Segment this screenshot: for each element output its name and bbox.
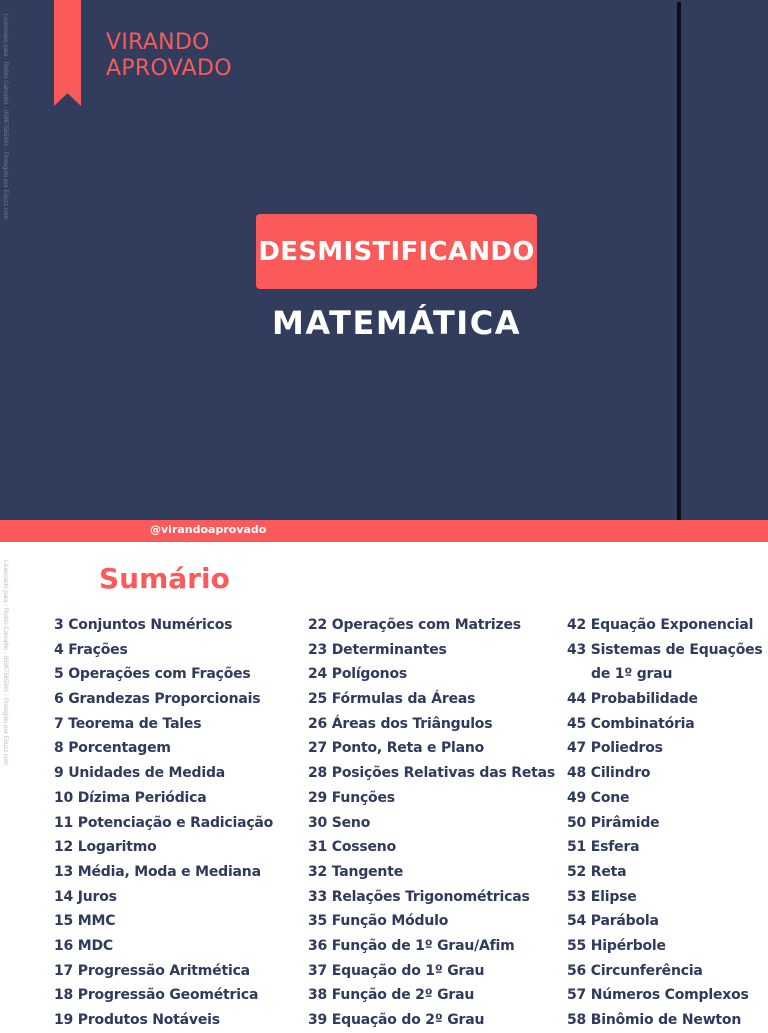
toc-item[interactable]: 24 Polígonos bbox=[308, 666, 407, 683]
toc-item[interactable]: 45 Combinatória bbox=[567, 715, 695, 732]
toc-item[interactable]: 57 Números Complexos bbox=[567, 987, 749, 1004]
toc-item[interactable]: 50 Pirâmide bbox=[567, 814, 660, 831]
toc-item[interactable]: 23 Determinantes bbox=[308, 641, 447, 658]
toc-item[interactable]: 19 Produtos Notáveis bbox=[54, 1012, 220, 1028]
toc-item[interactable]: 36 Função de 1º Grau/Afim bbox=[308, 937, 515, 954]
toc-item[interactable]: 3 Conjuntos Numéricos bbox=[54, 617, 233, 633]
toc-item[interactable]: 47 Poliedros bbox=[567, 740, 663, 757]
toc-item[interactable]: 27 Ponto, Reta e Plano bbox=[308, 740, 485, 757]
toc-item[interactable]: 28 Posições Relativas das Retas bbox=[308, 765, 556, 782]
toc-heading: Sumário bbox=[99, 562, 230, 595]
social-handle: @virandoaprovado bbox=[150, 523, 267, 536]
toc-item[interactable]: 56 Circunferência bbox=[567, 962, 703, 979]
title-banner bbox=[256, 214, 537, 289]
brand-logo bbox=[106, 30, 232, 82]
toc-item[interactable]: 44 Probabilidade bbox=[567, 691, 698, 708]
toc-item-continuation[interactable]: de 1º grau bbox=[591, 666, 673, 683]
toc-item[interactable]: 5 Operações com Frações bbox=[54, 666, 251, 683]
toc-item[interactable]: 29 Funções bbox=[308, 789, 395, 806]
toc-item[interactable]: 30 Seno bbox=[308, 814, 371, 831]
bookmark-ribbon-icon bbox=[54, 0, 81, 106]
toc-item[interactable]: 11 Potenciação e Radiciação bbox=[54, 814, 274, 831]
toc-item[interactable]: 51 Esfera bbox=[567, 839, 640, 856]
toc-item[interactable]: 42 Equação Exponencial bbox=[567, 617, 754, 633]
toc-item[interactable]: 55 Hipérbole bbox=[567, 937, 666, 954]
toc-item[interactable]: 7 Teorema de Tales bbox=[54, 715, 202, 732]
toc-item[interactable]: 48 Cilindro bbox=[567, 765, 651, 782]
toc-item[interactable]: 33 Relações Trigonométricas bbox=[308, 888, 530, 905]
toc-item[interactable]: 13 Média, Moda e Mediana bbox=[54, 863, 261, 880]
license-watermark: Licenciado para - Rolido Carvalho - 05967565341 - Protegido por Eduzz.com bbox=[2, 14, 8, 220]
toc-item[interactable]: 9 Unidades de Medida bbox=[54, 765, 226, 782]
toc-item[interactable]: 49 Cone bbox=[567, 789, 630, 806]
toc-item[interactable]: 32 Tangente bbox=[308, 863, 403, 880]
toc-item[interactable]: 58 Binômio de Newton bbox=[567, 1012, 742, 1028]
toc-item[interactable]: 31 Cosseno bbox=[308, 839, 396, 856]
toc-item[interactable]: 22 Operações com Matrizes bbox=[308, 617, 521, 633]
toc-item[interactable]: 16 MDC bbox=[54, 937, 113, 954]
toc-item[interactable]: 15 MMC bbox=[54, 913, 116, 930]
toc-item[interactable]: 8 Porcentagem bbox=[54, 740, 171, 757]
toc-item[interactable]: 35 Função Módulo bbox=[308, 913, 449, 930]
toc-item[interactable]: 53 Elipse bbox=[567, 888, 637, 905]
toc-item[interactable]: 4 Frações bbox=[54, 641, 128, 658]
cover-subtitle: MATEMÁTICA bbox=[272, 304, 521, 342]
toc-item[interactable]: 18 Progressão Geométrica bbox=[54, 987, 259, 1004]
toc-item[interactable]: 37 Equação do 1º Grau bbox=[308, 962, 485, 979]
toc-column-3 bbox=[567, 613, 767, 1033]
toc-item[interactable]: 54 Parábola bbox=[567, 913, 659, 930]
divider-line bbox=[677, 2, 681, 523]
toc-item[interactable]: 43 Sistemas de Equações bbox=[567, 641, 763, 658]
toc-item[interactable]: 38 Função de 2º Grau bbox=[308, 987, 475, 1004]
toc-item[interactable]: 52 Reta bbox=[567, 863, 627, 880]
toc-column-2 bbox=[308, 613, 560, 1033]
toc-column-1 bbox=[54, 613, 302, 1033]
toc-item[interactable]: 39 Equação do 2º Grau bbox=[308, 1012, 485, 1028]
toc-item[interactable]: 14 Juros bbox=[54, 888, 117, 905]
toc-item[interactable]: 17 Progressão Aritmética bbox=[54, 962, 250, 979]
toc-item[interactable]: 12 Logaritmo bbox=[54, 839, 157, 856]
toc-item[interactable]: 26 Áreas dos Triângulos bbox=[308, 715, 493, 732]
license-watermark-lower: Licenciado para - Rolido Carvalho - 05967565341 - Protegido por Eduzz.com bbox=[2, 560, 8, 766]
handle-stripe bbox=[0, 520, 768, 542]
brand-line-2: APROVADO bbox=[106, 56, 232, 81]
cover-title: DESMISTIFICANDO bbox=[258, 236, 535, 267]
toc-item[interactable]: 10 Dízima Periódica bbox=[54, 789, 207, 806]
toc-item[interactable]: 25 Fórmulas da Áreas bbox=[308, 691, 476, 708]
toc-item[interactable]: 6 Grandezas Proporcionais bbox=[54, 691, 261, 708]
brand-line-1: VIRANDO bbox=[106, 30, 210, 55]
